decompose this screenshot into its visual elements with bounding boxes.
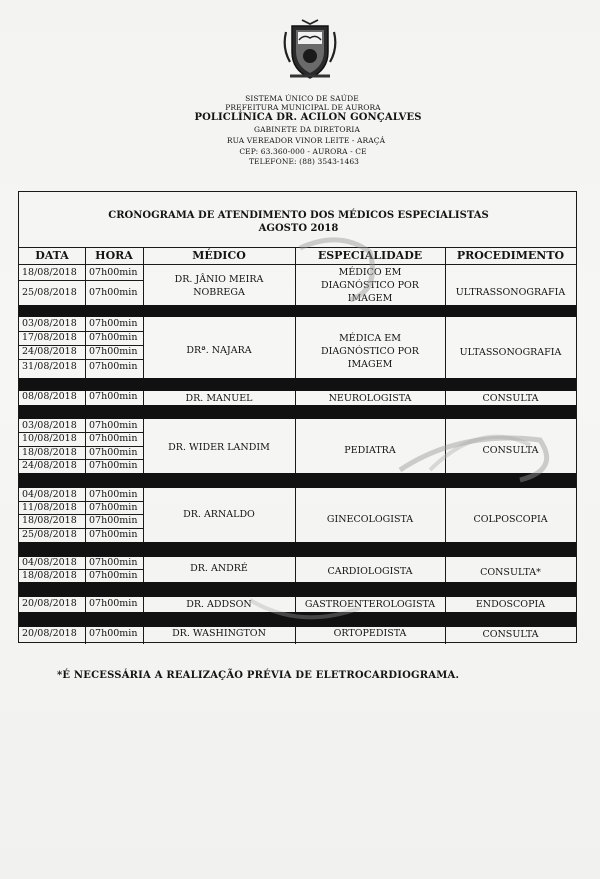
time-cell: 07h00min <box>89 267 138 278</box>
specialty-cell: MÉDICA EM DIAGNÓSTICO POR IMAGEM <box>321 333 419 370</box>
date-cell: 08/08/2018 <box>22 391 77 402</box>
header-cep: CEP: 63.360-000 - AURORA - CE <box>239 147 367 156</box>
specialty-cell: GINECOLOGISTA <box>326 514 414 525</box>
header-prefeitura: PREFEITURA MUNICIPAL DE AURORA <box>225 103 381 112</box>
date-cell: 04/08/2018 <box>22 489 77 500</box>
specialty-cell: MÉDICO EM DIAGNÓSTICO POR IMAGEM <box>321 267 419 304</box>
date-cell: 11/08/2018 <box>22 502 77 513</box>
time-cell: 07h00min <box>89 598 138 609</box>
procedure-cell: CONSULTA <box>482 629 539 640</box>
procedure-cell: ULTASSONOGRAFIA <box>459 347 562 358</box>
date-cell: 18/08/2018 <box>22 515 77 526</box>
footnote: *É NECESSÁRIA A REALIZAÇÃO PRÉVIA DE ELETROCARDIOGRAMA. <box>57 670 460 681</box>
doctor-cell: DR. MANUEL <box>185 393 253 404</box>
time-cell: 07h00min <box>89 346 138 357</box>
doctor-cell: DR. WASHINGTON <box>172 628 266 639</box>
specialty-cell: ORTOPEDISTA <box>333 628 407 639</box>
doctor-cell: DR. ADDSON <box>186 599 252 610</box>
date-cell: 20/08/2018 <box>22 598 77 609</box>
time-cell: 07h00min <box>89 361 138 372</box>
date-cell: 18/08/2018 <box>22 267 77 278</box>
procedure-cell: CONSULTA <box>482 445 539 456</box>
column-header-especialidade: ESPECIALIDADE <box>317 249 423 262</box>
header-gabinete: GABINETE DA DIRETORIA <box>254 125 360 134</box>
header-phone: TELEFONE: (88) 3543-1463 <box>248 157 360 166</box>
time-cell: 07h00min <box>89 420 138 431</box>
date-cell: 18/08/2018 <box>22 447 77 458</box>
date-cell: 25/08/2018 <box>22 287 77 298</box>
date-cell: 10/08/2018 <box>22 433 77 444</box>
column-header-procedimento: PROCEDIMENTO <box>456 249 565 262</box>
time-cell: 07h00min <box>89 447 138 458</box>
date-cell: 17/08/2018 <box>22 332 77 343</box>
column-header-medico: MÉDICO <box>192 249 246 262</box>
time-cell: 07h00min <box>89 628 138 639</box>
doctor-cell: DR. WIDER LANDIM <box>168 442 270 453</box>
time-cell: 07h00min <box>89 391 138 402</box>
procedure-cell: ENDOSCOPIA <box>475 599 546 610</box>
time-cell: 07h00min <box>89 332 138 343</box>
date-cell: 03/08/2018 <box>22 420 77 431</box>
header-address: RUA VEREADOR VINOR LEITE - ARAÇÁ <box>226 136 386 145</box>
procedure-cell: COLPOSCOPIA <box>473 514 548 525</box>
time-cell: 07h00min <box>89 489 138 500</box>
doctor-cell: DR. ANDRÉ <box>190 563 248 574</box>
time-cell: 07h00min <box>89 570 138 581</box>
schedule-title: CRONOGRAMA DE ATENDIMENTO DOS MÉDICOS ESPECIALISTAS <box>108 210 489 221</box>
doctor-cell: DR. JÂNIO MEIRA NOBREGA <box>174 274 264 298</box>
date-cell: 03/08/2018 <box>22 318 77 329</box>
date-cell: 04/08/2018 <box>22 557 77 568</box>
date-cell: 24/08/2018 <box>22 346 77 357</box>
time-cell: 07h00min <box>89 318 138 329</box>
time-cell: 07h00min <box>89 502 138 513</box>
time-cell: 07h00min <box>89 529 138 540</box>
specialty-cell: PEDIATRA <box>344 445 396 456</box>
column-header-data: DATA <box>35 249 69 262</box>
schedule-table <box>18 191 577 643</box>
time-cell: 07h00min <box>89 287 138 298</box>
specialty-cell: NEUROLOGISTA <box>328 393 412 404</box>
schedule-subtitle: AGOSTO 2018 <box>258 223 339 234</box>
column-header-hora: HORA <box>95 249 133 262</box>
date-cell: 25/08/2018 <box>22 529 77 540</box>
specialty-cell: CARDIOLOGISTA <box>327 566 413 577</box>
municipal-crest-logo <box>282 18 338 82</box>
procedure-cell: CONSULTA <box>482 393 539 404</box>
date-cell: 24/08/2018 <box>22 460 77 471</box>
specialty-cell: GASTROENTEROLOGISTA <box>304 599 436 610</box>
time-cell: 07h00min <box>89 557 138 568</box>
doctor-cell: DR. ARNALDO <box>183 509 255 520</box>
procedure-cell: ULTRASSONOGRAFIA <box>455 287 566 298</box>
date-cell: 18/08/2018 <box>22 570 77 581</box>
header-policlinica: POLICLÍNICA DR. ACILON GONÇALVES <box>194 112 422 123</box>
header-sus: SISTEMA ÚNICO DE SAÚDE <box>245 94 359 103</box>
date-cell: 20/08/2018 <box>22 628 77 639</box>
time-cell: 07h00min <box>89 460 138 471</box>
time-cell: 07h00min <box>89 433 138 444</box>
time-cell: 07h00min <box>89 515 138 526</box>
doctor-cell: DRª. NAJARA <box>186 345 252 356</box>
procedure-cell: CONSULTA* <box>480 567 541 578</box>
date-cell: 31/08/2018 <box>22 361 77 372</box>
